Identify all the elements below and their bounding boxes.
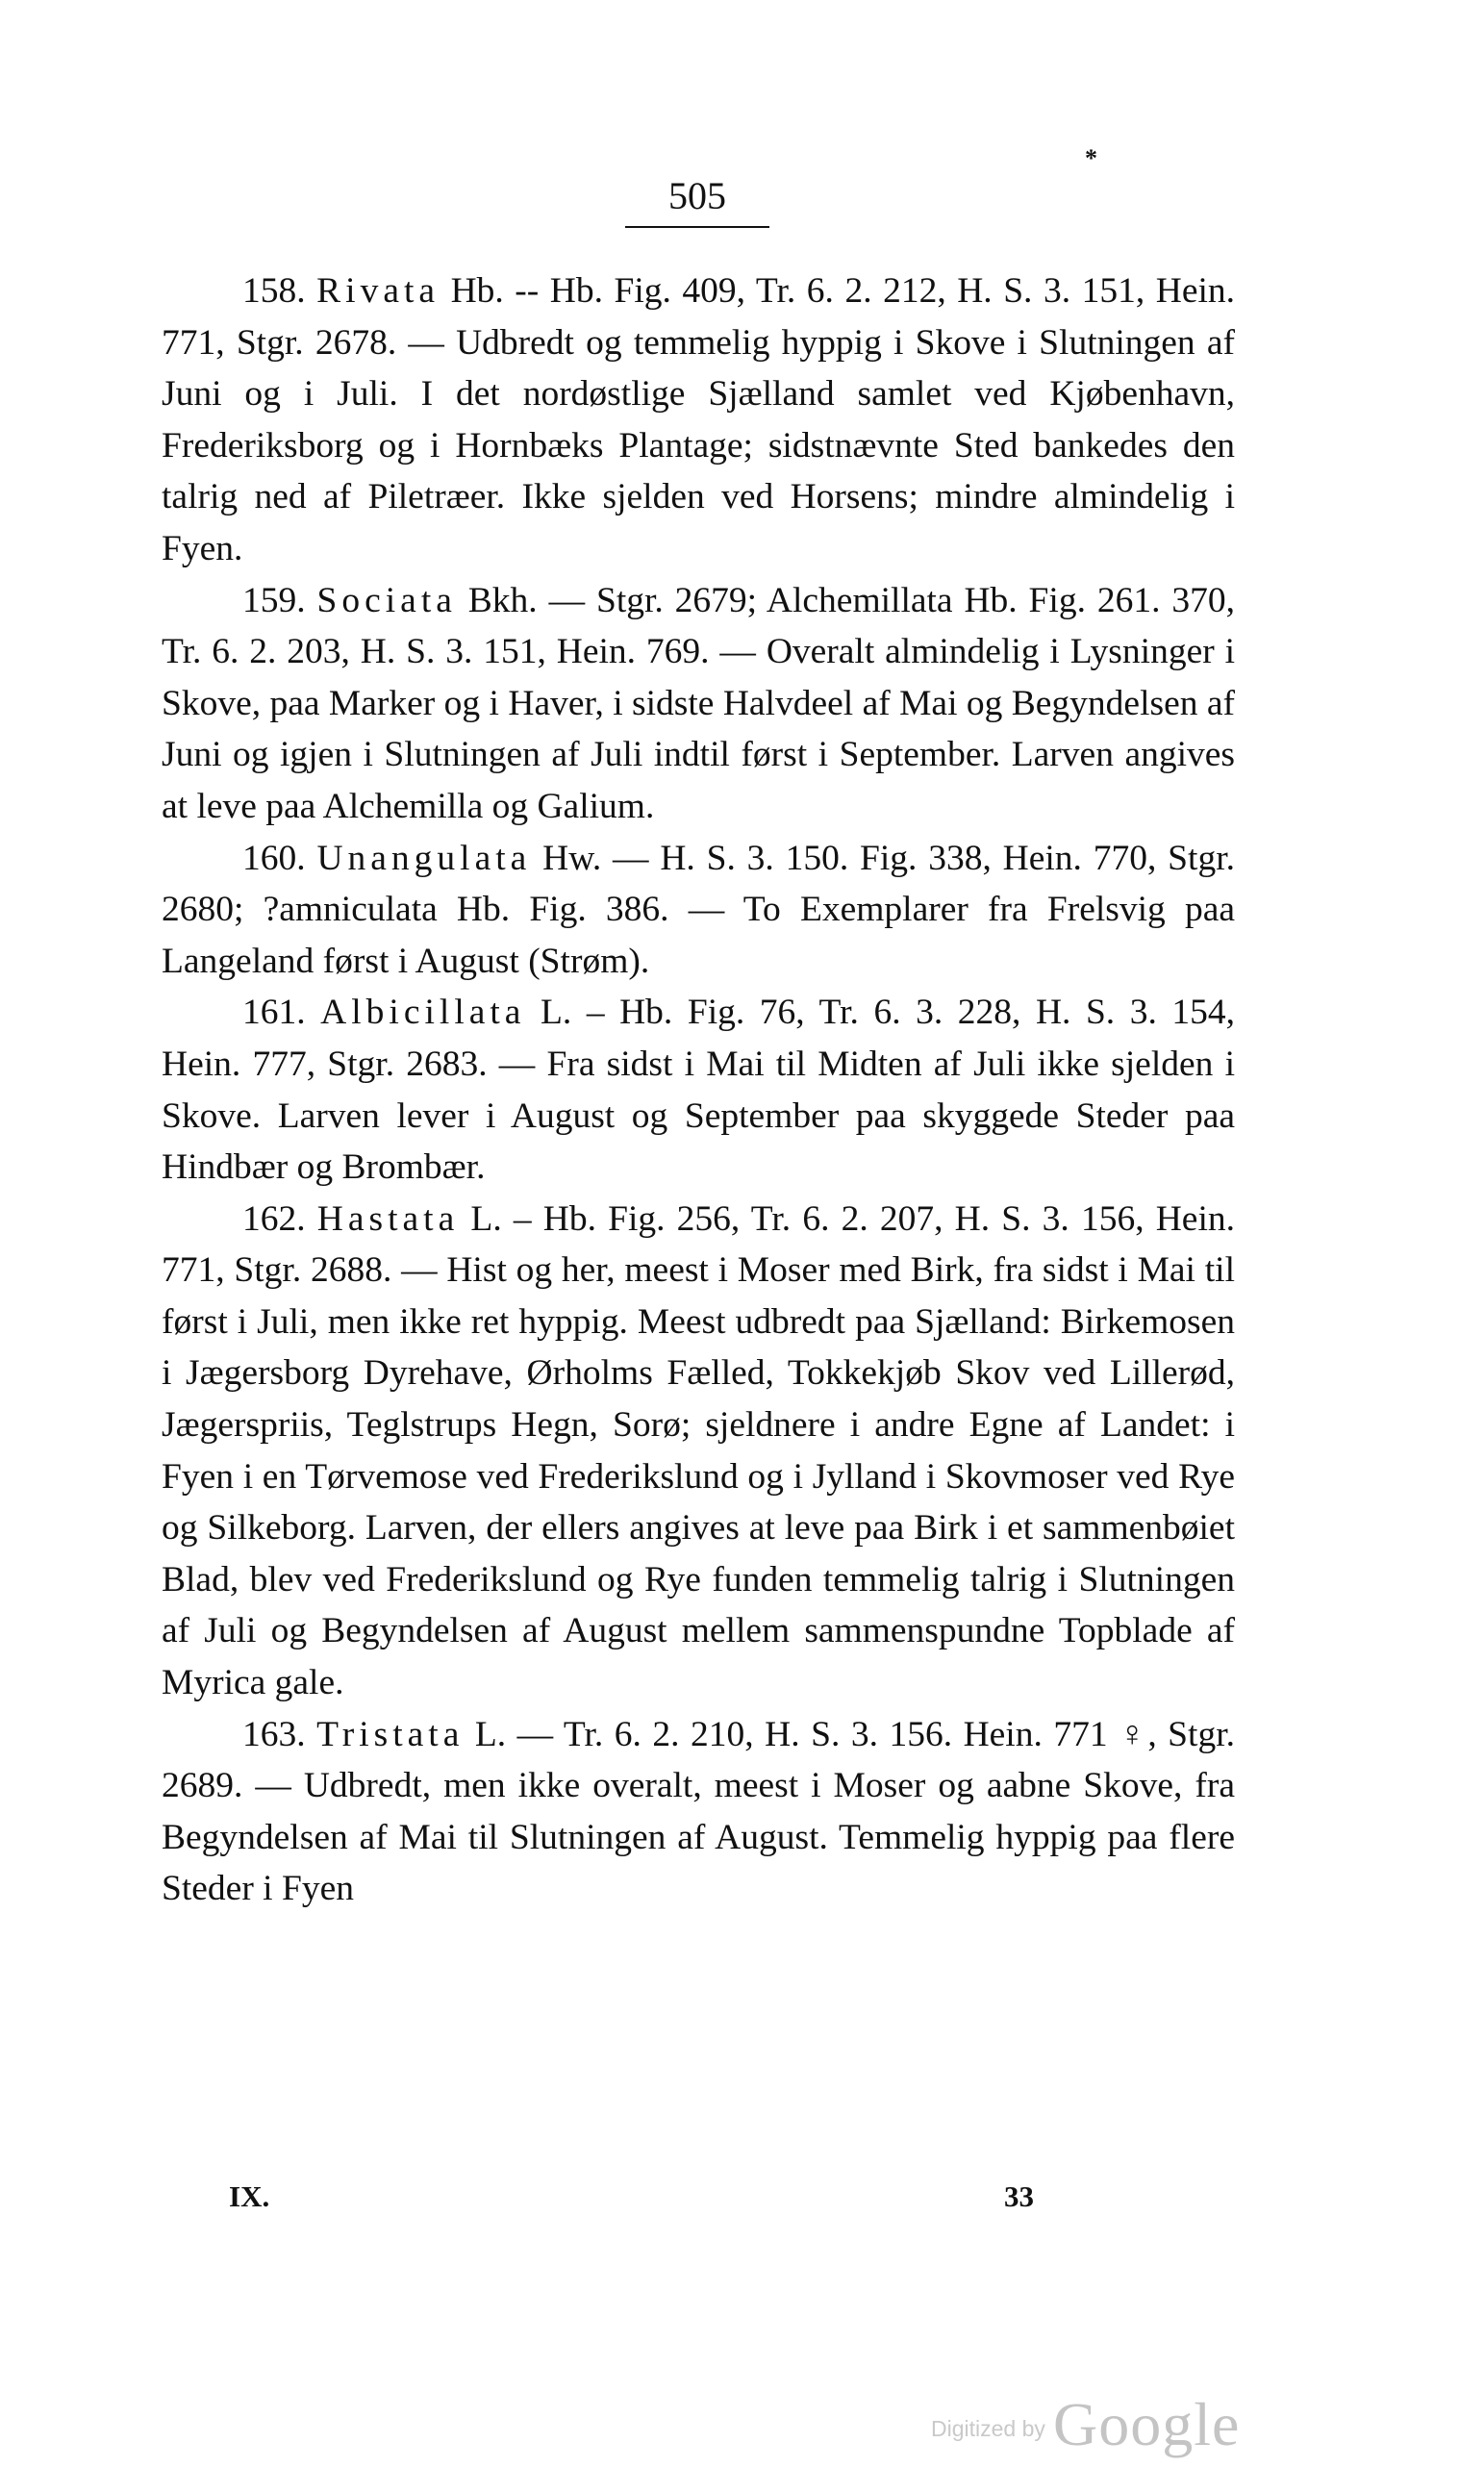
entry-text: Hb. -- Hb. Fig. 409, Tr. 6. 2. 212, H. S. 3. 151, Hein. 771, Stgr. 2678. — Udbredt og temmelig hyppig i Skove i Slutningen af Juni og i Juli. I det nordøstlige Sjælland samlet ved Kjøbenhavn, Frederiksborg og i Hornbæks Plantage; sidstnævnte Sted bankedes den talrig ned af Piletræer. Ikke sjelden ved Horsens; mindre almindelig i Fyen. [162,271,1236,568]
species-name: Albicillata [320,993,526,1033]
entry-text: Hw. — H. S. 3. 150. Fig. 338, Hein. 770, Stgr. 2680; ?amniculata Hb. Fig. 386. — To Exemplarer fra Frelsvig paa Langeland først i August (Strøm). [162,838,1235,981]
entry-number: 162. [242,1198,306,1239]
entry-text: L. – Hb. Fig. 76, Tr. 6. 3. 228, H. S. 3. 154, Hein. 777, Stgr. 2683. — Fra sidst i Mai til Midten af Juli ikke sjelden i Skove. Larven lever i August og September paa skyggede Steder paa Hindbær og Brombær. [162,993,1236,1188]
page-mark: * [1085,144,1097,172]
species-name: Tristata [316,1714,465,1754]
species-name: Rivata [316,271,440,311]
entry-158 [162,265,1235,575]
entry-163 [162,1709,1235,1915]
entry-162 [162,1194,1235,1709]
text-body [162,265,1235,1915]
entry-160 [162,833,1235,988]
page-number: 505 [625,173,769,228]
entry-text: Bkh. — Stgr. 2679; Alchemillata Hb. Fig. 261. 370, Tr. 6. 2. 203, H. S. 3. 151, Hein. 769. — Overalt almindelig i Lysninger i Skove, paa Marker og i Haver, i sidste Halvdeel af Mai og Begyndelsen af Juni og igjen i Slutningen af Juli indtil først i September. Larven angives at leve paa Alchemilla og Galium. [162,580,1235,826]
digitized-by-label: Digitized by [931,2416,1045,2441]
entry-161 [162,987,1235,1193]
signature-mark: IX. [229,2179,270,2213]
entry-number: 158. [242,271,306,311]
entry-number: 160. [242,838,306,878]
google-watermark: Google [1053,2390,1241,2458]
species-name: Hastata [316,1198,460,1239]
entry-number: 159. [242,580,306,620]
entry-number: 163. [242,1714,306,1754]
entry-159 [162,575,1235,833]
species-name: Sociata [316,580,457,620]
entry-text: L. – Hb. Fig. 256, Tr. 6. 2. 207, H. S. 3. 156, Hein. 771, Stgr. 2688. — Hist og her, meest i Moser med Birk, fra sidst i Mai til først i Juli, men ikke ret hyppig. Meest udbredt paa Sjælland: Birkemosen i Jægersborg Dyrehave, Ørholms Fælled, Tokkekjøb Skov ved Lillerød, Jægerspriis, Teglstrups Hegn, Sorø; sjeldnere i andre Egne af Landet: i Fyen i en Tørvemose ved Frederikslund og i Jylland i Skovmoser ved Rye og Silkeborg. Larven, der ellers angives at leve paa Birk i et sammenbøiet Blad, blev ved Frederikslund og Rye funden temmelig talrig i Slutningen af Juli og Begyndelsen af August mellem sammenspundne Topblade af Myrica gale. [162,1198,1235,1703]
entry-text: L. — Tr. 6. 2. 210, H. S. 3. 156. Hein. 771 ♀, Stgr. 2689. — Udbredt, men ikke overalt, meest i Moser og aabne Skove, fra Begyndelsen af Mai til Slutningen af August. Temmelig hyppig paa flere Steder i Fyen [162,1714,1236,1909]
entry-number: 161. [242,993,306,1033]
species-name: Unangulata [316,838,532,878]
sheet-number: 33 [1004,2179,1034,2213]
